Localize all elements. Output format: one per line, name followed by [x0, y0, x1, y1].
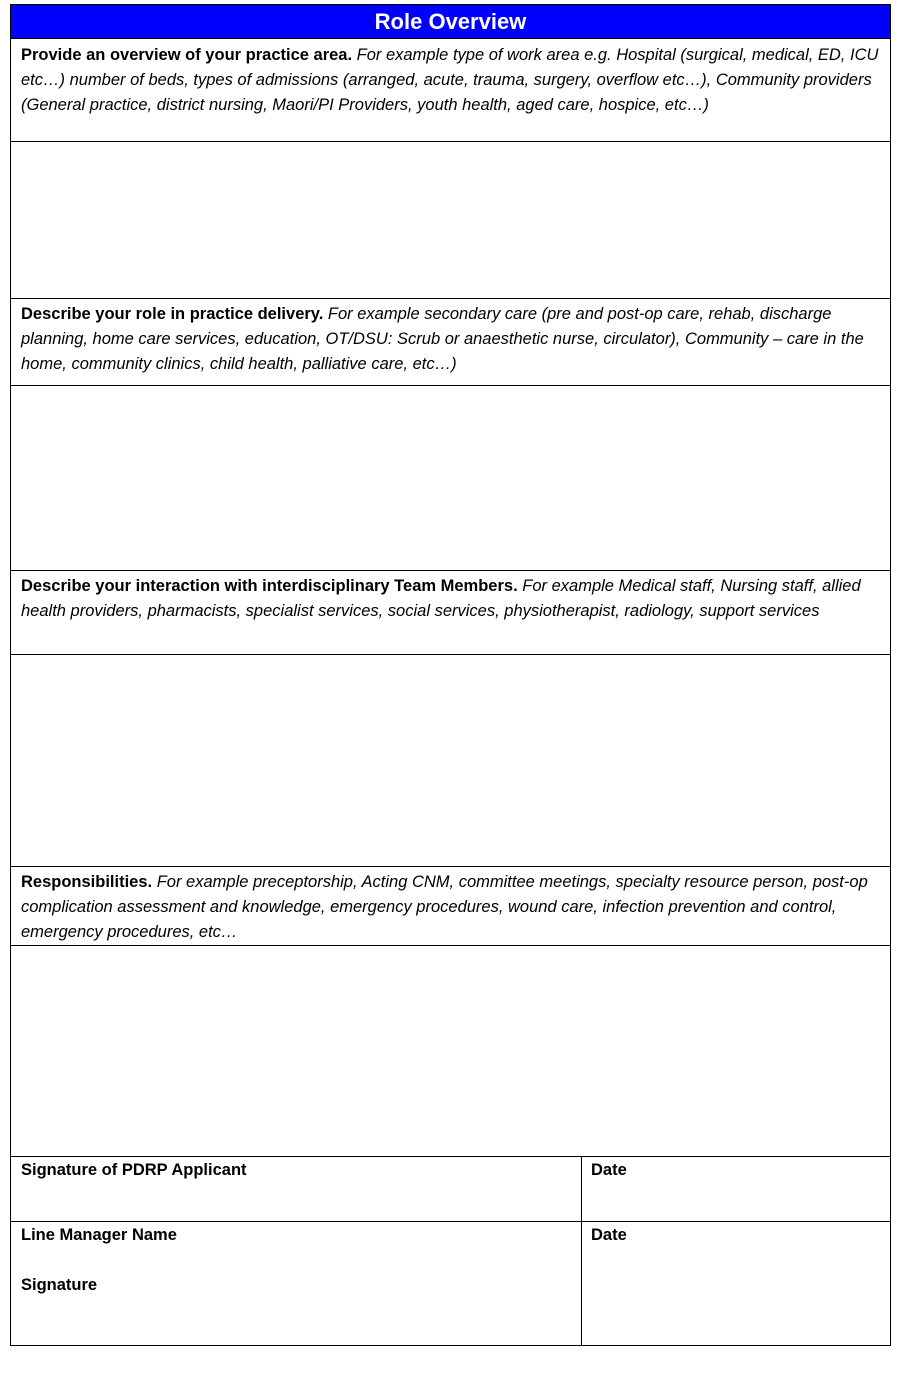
section-example: For example secondary care (pre and post-op care, rehab, discharge planning, home care services, education, OT/DSU: Scrub or anaesthetic nurse, circulator), Community – care in the home, community clinics, child health, palliative care, etc…) [21, 305, 864, 373]
manager-name-label: Line Manager Name [21, 1226, 177, 1244]
section-prompt-responsibilities [11, 866, 890, 946]
section-prompt-practice-area [11, 39, 890, 142]
section-example: For example preceptorship, Acting CNM, committee meetings, specialty resource person, post-op complication assessment and knowledge, emergency procedures, wound care, infection prevention and control, emergency procedures, etc… [21, 873, 868, 941]
role-overview-form [10, 4, 891, 1346]
section-heading: Describe your role in practice delivery. [21, 305, 324, 323]
section-example: For example type of work area e.g. Hospital (surgical, medical, ED, ICU etc…) number of beds, types of admissions (arranged, acute, trauma, surgery, overflow etc…), Community providers (General practice, district nursing, Maori/PI Providers, youth health, aged care, hospice, etc…) [21, 46, 879, 114]
section-prompt-team-interaction [11, 570, 890, 655]
section-heading: Provide an overview of your practice area. [21, 46, 353, 64]
section-example: For example Medical staff, Nursing staff, allied health providers, pharmacists, specialist services, social services, physiotherapist, radiology, support services [21, 577, 861, 620]
section-prompt-role-delivery [11, 298, 890, 386]
manager-signature-row [11, 1222, 890, 1346]
section-heading: Describe your interaction with interdisciplinary Team Members. [21, 577, 518, 595]
applicant-signature-row [11, 1157, 890, 1222]
manager-signature-label: Signature [21, 1276, 98, 1294]
answer-field-responsibilities[interactable] [11, 946, 890, 1157]
answer-field-team-interaction[interactable] [11, 655, 890, 867]
section-heading: Responsibilities. [21, 873, 153, 891]
applicant-signature-label: Signature of PDRP Applicant [21, 1161, 247, 1179]
manager-date-label: Date [591, 1226, 627, 1244]
form-title: Role Overview [11, 5, 890, 39]
signature-column-divider [581, 1156, 582, 1346]
answer-field-practice-area[interactable] [11, 142, 890, 299]
applicant-date-label: Date [591, 1161, 627, 1179]
answer-field-role-delivery[interactable] [11, 386, 890, 571]
